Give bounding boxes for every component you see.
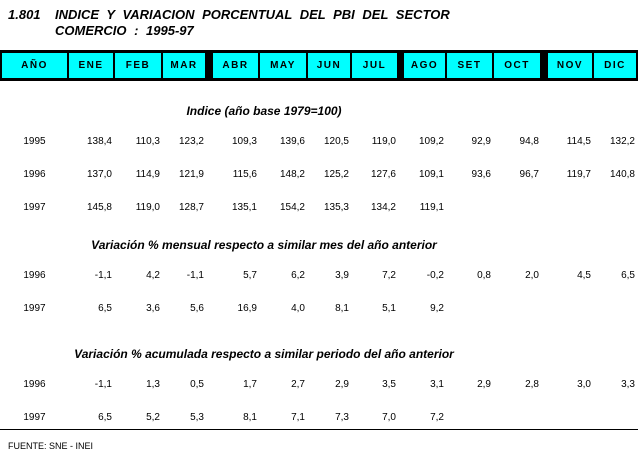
value-cell: 5,2 [146, 412, 160, 423]
value-cell: 3,9 [335, 270, 349, 281]
value-cell: 5,6 [190, 303, 204, 314]
value-cell: 125,2 [323, 169, 349, 180]
month-column-header: MAY [260, 53, 306, 78]
value-cell: 4,0 [291, 303, 305, 314]
value-cell [548, 303, 592, 315]
column-divider [205, 379, 213, 391]
column-divider [397, 53, 404, 78]
column-divider [397, 169, 404, 181]
month-column-header: ABR [213, 53, 258, 78]
column-divider [540, 202, 548, 214]
value-cell: 5,3 [190, 412, 204, 423]
value-cell [548, 202, 592, 214]
table-row [2, 303, 636, 315]
year-cell: 1997 [23, 303, 46, 314]
value-cell: 5,1 [382, 303, 396, 314]
table-row [2, 270, 636, 282]
value-cell: 16,9 [237, 303, 257, 314]
value-cell [548, 412, 592, 424]
value-cell: 137,0 [86, 169, 112, 180]
value-cell: 96,7 [519, 169, 539, 180]
column-divider [397, 202, 404, 214]
column-divider [540, 169, 548, 181]
title-text: INDICE Y VARIACION PORCENTUAL DEL PBI DEL SECTOR [55, 7, 450, 22]
value-cell: -1,1 [94, 270, 112, 281]
value-cell [594, 303, 636, 315]
value-cell: 6,5 [98, 303, 112, 314]
month-column-header: ENE [69, 53, 113, 78]
value-cell: 140,8 [609, 169, 635, 180]
value-cell: 94,8 [519, 136, 539, 147]
value-cell [447, 303, 492, 315]
column-divider [205, 412, 213, 424]
table-row [2, 412, 636, 424]
value-cell: 148,2 [279, 169, 305, 180]
table-header-row [0, 50, 638, 81]
value-cell [447, 202, 492, 214]
value-cell: 127,6 [370, 169, 396, 180]
value-cell: 7,2 [430, 412, 444, 423]
column-divider [205, 136, 213, 148]
table-body [2, 81, 636, 424]
column-divider [205, 169, 213, 181]
column-divider [540, 379, 548, 391]
value-cell: 119,1 [419, 202, 444, 213]
table-row [2, 202, 636, 214]
year-cell: 1997 [23, 202, 46, 213]
value-cell: 121,9 [178, 169, 204, 180]
month-column-header: SET [447, 53, 492, 78]
table-number: 1.801 [8, 7, 41, 22]
value-cell: 6,5 [98, 412, 112, 423]
column-divider [397, 412, 404, 424]
value-cell: 139,6 [279, 136, 305, 147]
table-section [2, 104, 636, 214]
year-column-header: AÑO [2, 53, 67, 78]
value-cell: 3,3 [621, 379, 635, 390]
value-cell: 2,8 [525, 379, 539, 390]
value-cell [494, 412, 540, 424]
month-column-header: JUL [352, 53, 397, 78]
column-divider [205, 270, 213, 282]
value-cell: 123,2 [178, 136, 204, 147]
value-cell: 132,2 [609, 136, 635, 147]
value-cell: 0,5 [190, 379, 204, 390]
value-cell [594, 412, 636, 424]
table-row [2, 379, 636, 391]
value-cell: 8,1 [335, 303, 349, 314]
value-cell: 2,9 [477, 379, 491, 390]
month-column-header: OCT [494, 53, 540, 78]
year-cell: 1996 [23, 169, 46, 180]
value-cell [447, 412, 492, 424]
value-cell: 4,5 [577, 270, 591, 281]
value-cell: 120,5 [323, 136, 349, 147]
value-cell: 8,1 [243, 412, 257, 423]
month-column-header: JUN [308, 53, 350, 78]
title-line-1 [8, 7, 450, 23]
column-divider [540, 270, 548, 282]
column-divider [540, 303, 548, 315]
value-cell: -1,1 [94, 379, 112, 390]
column-divider [397, 379, 404, 391]
month-column-header: FEB [115, 53, 161, 78]
value-cell: 2,9 [335, 379, 349, 390]
column-divider [397, 303, 404, 315]
table-section [2, 347, 636, 424]
value-cell: 128,7 [178, 202, 204, 213]
month-column-header: NOV [548, 53, 592, 78]
value-cell: 5,7 [243, 270, 257, 281]
value-cell: 109,3 [231, 136, 257, 147]
table-row [2, 136, 636, 148]
value-cell: 1,7 [243, 379, 257, 390]
value-cell: 3,1 [430, 379, 444, 390]
value-cell: 4,2 [146, 270, 160, 281]
value-cell: 7,2 [382, 270, 396, 281]
value-cell: -1,1 [186, 270, 204, 281]
value-cell: 134,2 [370, 202, 396, 213]
page-title [8, 7, 450, 39]
value-cell: 109,2 [418, 136, 444, 147]
title-line-2: COMERCIO : 1995-97 [55, 23, 194, 38]
month-column-header: MAR [163, 53, 205, 78]
value-cell: 92,9 [471, 136, 491, 147]
value-cell: 3,6 [146, 303, 160, 314]
value-cell: 119,0 [371, 136, 396, 147]
value-cell: 114,5 [566, 136, 591, 147]
column-divider [397, 136, 404, 148]
value-cell: 93,6 [471, 169, 491, 180]
value-cell: 7,1 [291, 412, 305, 423]
column-divider [540, 53, 548, 78]
value-cell: 119,7 [566, 169, 591, 180]
value-cell [494, 202, 540, 214]
value-cell: 6,5 [621, 270, 635, 281]
section-heading: Variación % acumulada respecto a similar periodo del año anterior [74, 347, 454, 361]
column-divider [540, 412, 548, 424]
source-note: FUENTE: SNE - INEI [8, 441, 94, 451]
year-cell: 1995 [23, 136, 46, 147]
value-cell [494, 303, 540, 315]
value-cell: 115,6 [232, 169, 257, 180]
value-cell: 154,2 [279, 202, 305, 213]
value-cell: 109,1 [418, 169, 444, 180]
value-cell: 135,3 [323, 202, 349, 213]
column-divider [397, 270, 404, 282]
value-cell: 145,8 [86, 202, 112, 213]
column-divider [540, 136, 548, 148]
value-cell: 3,5 [382, 379, 396, 390]
value-cell: 9,2 [430, 303, 444, 314]
column-divider [205, 53, 213, 78]
value-cell: 2,7 [291, 379, 305, 390]
value-cell: 135,1 [231, 202, 257, 213]
year-cell: 1996 [23, 270, 46, 281]
month-column-header: DIC [594, 53, 636, 78]
table-section [2, 238, 636, 315]
value-cell: 7,0 [382, 412, 396, 423]
footer-divider-line [0, 429, 638, 430]
value-cell: 7,3 [335, 412, 349, 423]
year-cell: 1996 [23, 379, 46, 390]
value-cell: 119,0 [135, 202, 160, 213]
value-cell: 0,8 [477, 270, 491, 281]
table-row [2, 169, 636, 181]
section-heading: Variación % mensual respecto a similar mes del año anterior [91, 238, 437, 252]
column-divider [205, 202, 213, 214]
value-cell: 2,0 [525, 270, 539, 281]
section-heading: Indice (año base 1979=100) [186, 104, 342, 118]
value-cell: 6,2 [291, 270, 305, 281]
month-column-header: AGO [404, 53, 445, 78]
column-divider [205, 303, 213, 315]
value-cell: 114,9 [135, 169, 160, 180]
value-cell: -0,2 [426, 270, 444, 281]
value-cell: 138,4 [86, 136, 112, 147]
year-cell: 1997 [23, 412, 46, 423]
value-cell: 3,0 [577, 379, 591, 390]
value-cell: 110,3 [135, 136, 160, 147]
value-cell: 1,3 [146, 379, 160, 390]
value-cell [594, 202, 636, 214]
